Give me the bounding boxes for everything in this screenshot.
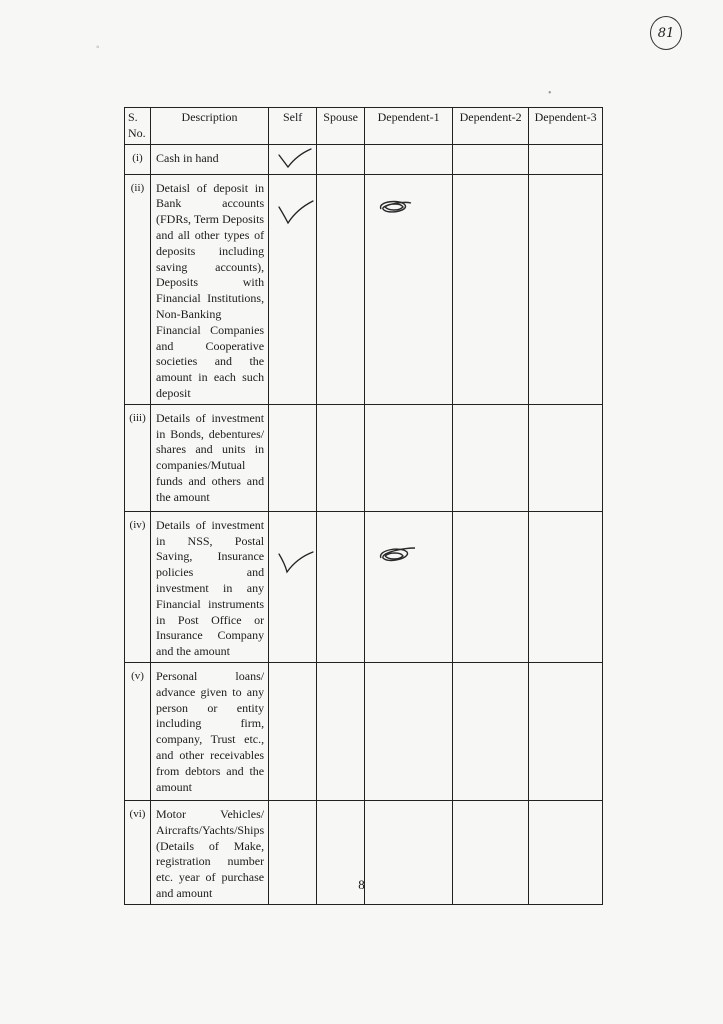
row-sno: (v): [125, 662, 151, 800]
table-row: [125, 144, 603, 174]
header-dependent-1: Dependent-1: [365, 108, 453, 145]
scribble-mark-icon: [375, 544, 419, 566]
header-dependent-2: Dependent-2: [453, 108, 529, 145]
row-description: Details of investment in NSS, Postal Saving, Insurance policies and investment in any Financial instruments in Post Office or Insurance Company and the amount: [151, 511, 269, 662]
scan-speck: •: [548, 88, 552, 99]
row-sno: (ii): [125, 174, 151, 404]
row-sno: (i): [125, 144, 151, 174]
header-row: [125, 108, 603, 145]
spouse-cell: [317, 174, 365, 404]
tick-mark-icon: [277, 548, 315, 574]
spouse-cell: [317, 144, 365, 174]
row-sno: (iii): [125, 404, 151, 511]
row-description: Personal loans/ advance given to any person or entity including firm, company, Trust etc., and other receivables from debtors and the amount: [151, 662, 269, 800]
self-cell: [269, 404, 317, 511]
table-row: [125, 662, 603, 800]
dependent-1-cell: [365, 174, 453, 404]
dependent-3-cell: [529, 662, 603, 800]
tick-mark-icon: [277, 147, 313, 169]
self-cell: [269, 144, 317, 174]
dependent-2-cell: [453, 404, 529, 511]
row-description: Detaisl of deposit in Bank accounts (FDRs, Term Deposits and all other types of deposits including saving accounts), Deposits with Financial Institutions, Non-Banking Financial Companies and Cooperative societies and the amount in each such deposit: [151, 174, 269, 404]
dependent-1-cell: [365, 662, 453, 800]
dependent-2-cell: [453, 174, 529, 404]
scan-speck: ◦: [96, 42, 100, 53]
row-description: Details of investment in Bonds, debentures/ shares and units in companies/Mutual funds and others and the amount: [151, 404, 269, 511]
row-description: Motor Vehicles/ Aircrafts/Yachts/Ships (Details of Make, registration number etc. year of purchase and amount: [151, 800, 269, 904]
header-spouse: Spouse: [317, 108, 365, 145]
dependent-2-cell: [453, 144, 529, 174]
table-row: [125, 174, 603, 404]
dependent-2-cell: [453, 662, 529, 800]
tick-mark-icon: [277, 199, 315, 225]
header-dependent-3: Dependent-3: [529, 108, 603, 145]
stamp-text: 81: [657, 25, 675, 41]
dependent-3-cell: [529, 511, 603, 662]
dependent-1-cell: [365, 144, 453, 174]
dependent-2-cell: [453, 511, 529, 662]
page-number: 8: [358, 877, 365, 892]
dependent-3-cell: [529, 174, 603, 404]
row-sno: (iv): [125, 511, 151, 662]
assets-table: [124, 107, 603, 905]
header-description: Description: [151, 108, 269, 145]
scribble-mark-icon: [375, 197, 415, 217]
self-cell: [269, 511, 317, 662]
dependent-1-cell: [365, 404, 453, 511]
header-self: Self: [269, 108, 317, 145]
table-row: [125, 511, 603, 662]
table-row: [125, 404, 603, 511]
header-sno: S. No.: [125, 108, 151, 145]
row-sno: (vi): [125, 800, 151, 904]
dependent-1-cell: [365, 511, 453, 662]
self-cell: [269, 662, 317, 800]
page-stamp: [650, 16, 682, 50]
spouse-cell: [317, 662, 365, 800]
dependent-3-cell: [529, 144, 603, 174]
row-description: Cash in hand: [151, 144, 269, 174]
dependent-3-cell: [529, 404, 603, 511]
self-cell: [269, 174, 317, 404]
spouse-cell: [317, 404, 365, 511]
spouse-cell: [317, 511, 365, 662]
